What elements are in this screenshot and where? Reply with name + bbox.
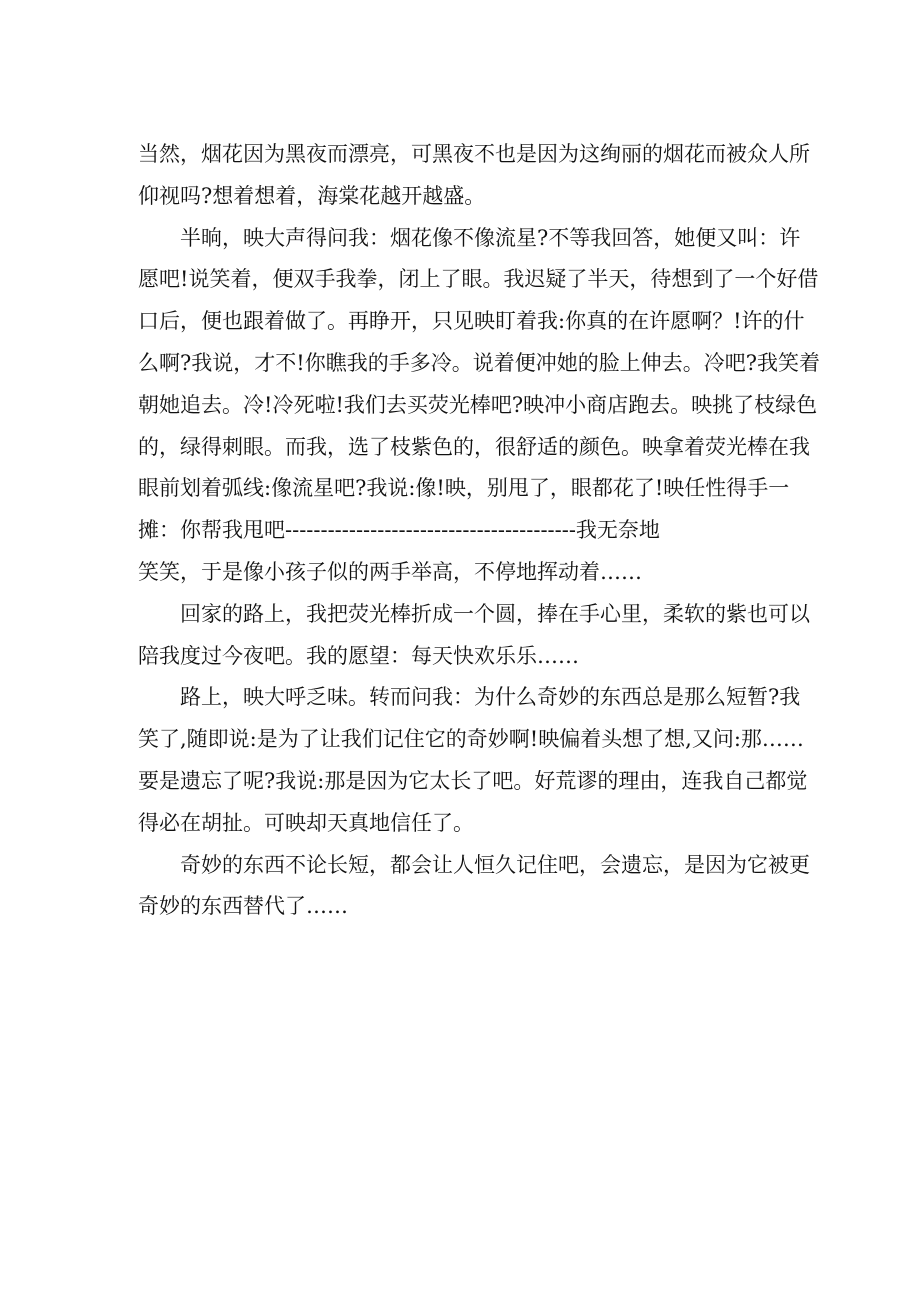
paragraph-line: 当然，烟花因为黑夜而漂亮，可黑夜不也是因为这绚丽的烟花而被众人所 (138, 142, 810, 166)
paragraph-3 (138, 594, 810, 678)
paragraph-line: 路上，映大呼乏味。转而问我：为什么奇妙的东西总是那么短暂?我 (180, 685, 801, 710)
paragraph-4 (138, 677, 808, 844)
paragraph-line: 么啊?我说，才不!你瞧我的手多冷。说着便冲她的脸上伸去。冷吧?我笑着 (138, 350, 820, 375)
paragraph-line: 摊：你帮我甩吧-----------------------------------------我无奈地 (138, 518, 660, 543)
paragraph-line: 奇妙的东西替代了…… (138, 894, 348, 919)
paragraph-line: 眼前划着弧线:像流星吧?我说:像!映，别甩了，眼都花了!映任性得手一 (138, 476, 790, 501)
paragraph-2 (138, 218, 820, 594)
paragraph-line: 陪我度过今夜吧。我的愿望：每天快欢乐乐…… (138, 643, 579, 668)
paragraph-line: 要是遗忘了呢?我说:那是因为它太长了吧。好荒谬的理由，连我自己都觉 (138, 768, 808, 793)
paragraph-line: 奇妙的东西不论长短，都会让人恒久记住吧，会遗忘，是因为它被更 (180, 852, 810, 877)
document-body (138, 134, 820, 928)
paragraph-line: 的，绿得刺眼。而我，选了枝紫色的，很舒适的颜色。映拿着荧光棒在我 (138, 434, 810, 459)
paragraph-5 (138, 845, 810, 929)
paragraph-line: 朝她追去。冷!冷死啦!我们去买荧光棒吧?映冲小商店跑去。映挑了枝绿色 (138, 392, 818, 417)
paragraph-line: 笑了,随即说:是为了让我们记住它的奇妙啊!映偏着头想了想,又问:那…… (138, 727, 804, 752)
paragraph-line: 得必在胡扯。可映却天真地信任了。 (138, 810, 474, 835)
paragraph-line: 愿吧!说笑着，便双手我拳，闭上了眼。我迟疑了半天，待想到了一个好借 (138, 267, 819, 292)
paragraph-line: 回家的路上，我把荧光棒折成一个圆，捧在手心里，柔软的紫也可以 (180, 601, 810, 626)
paragraph-line: 笑笑，于是像小孩子似的两手举高，不停地挥动着…… (138, 559, 642, 584)
paragraph-line: 仰视吗?想着想着，海棠花越开越盛。 (138, 183, 486, 208)
paragraph-line: 口后，便也跟着做了。再睁开，只见映盯着我:你真的在许愿啊？!许的什 (138, 309, 805, 334)
paragraph-1 (138, 134, 810, 218)
paragraph-line: 半晌，映大声得问我：烟花像不像流星?不等我回答，她便又叫：许 (180, 225, 801, 250)
